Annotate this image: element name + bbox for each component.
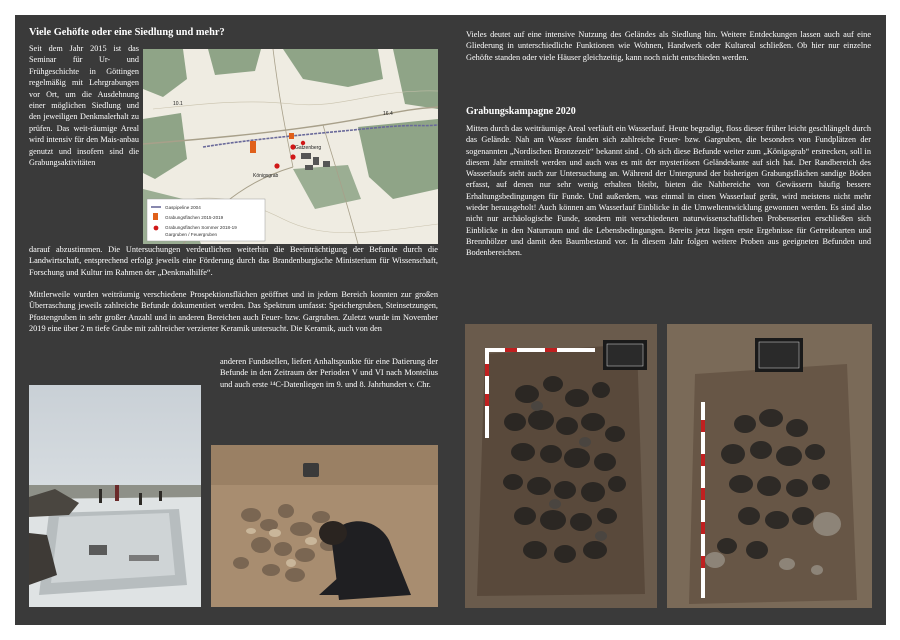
photo-winter-excavation [29, 385, 201, 607]
map-label-b: 16.4 [383, 111, 393, 117]
findings-paragraph: Mittlerweile wurden weiträumig verschiedene Prospektionsflächen geöffnet und in jedem Bereich konnten zur großen Überraschung jeweils zahlreiche Befunde dokumentiert werden. Das Spektrum umfasst: Speichergruben, Steinsetzungen, Pfostengruben in sehr großer Anzahl und in anderen Bereichen auch Feuer- bzw. Gargruben. Zuletzt wurde im November 2019 eine über 2 m tiefe Grube mit zahlreicher verzierter Keramik untersucht. Die Keramik, auch von den [29, 290, 438, 333]
intro-paragraph-narrow: Seit dem Jahr 2015 ist das Seminar für Ur- und Frühgeschichte in Göttingen regelmäßig mit Lehrgrabungen vor Ort, um die Ausdehnung einer möglichen Siedlung und den jeweiligen Denkmalerhalt zu prüfen. Das weit-räumige Areal wird intensiv für den Mais-anbau genutzt und insofern sind die Grabungsaktivitäten [29, 44, 139, 168]
photo-stone-setting [211, 445, 438, 607]
intro-paragraph-right: Vieles deutet auf eine intensive Nutzung des Geländes als Siedlung hin. Weitere Entdeckungen lassen auch auf eine Gliederung in unterschiedliche Funktionen wie Wohnen, Handwerk oder Kultareal schließen. Ob hier nur einzelne Gehöfte standen oder viele Häuser gleichzeitig, kann noch nicht entschieden werden. [466, 30, 871, 62]
page-panel [15, 15, 886, 625]
section-heading-right: Grabungskampagne 2020 [466, 106, 576, 117]
intro-paragraph-full: darauf abzustimmen. Die Untersuchungen verdeutlichen weiterhin die Beeinträchtigung der Befunde durch die Landwirtschaft, entsprechend erfolgt jeweils eine Förderung durch das Brandenburgische Ministerium für Wissenschaft, Forschung und Kultur im Rahmen der „Denkmalhilfe“. [29, 245, 438, 277]
findings-paragraph-tail: anderen Fundstellen, liefert Anhaltspunkte für eine Datierung der Befunde in den Zeitraum der Perioden V und VI nach Montelius und auch erste ¹⁴C-Datenliegen im 9. und 8. Jahrhundert v. Chr. [220, 357, 438, 389]
photo-firepit-1 [465, 324, 657, 608]
site-map [143, 49, 438, 244]
campaign-paragraph: Mitten durch das weiträumige Areal verläuft ein Wasserlauf. Heute begradigt, floss dieser früher leicht geschlängelt durch das Gelände. Nah am Wasser fanden sich zahlreiche Feuer- bzw. Gargruben, die besonders von Fundplätzen der sogenannten „Nordischen Bronzezeit“ bekannt sind . Ob sich diese Befunde weiter zum „Königsgrab“ erstrecken, soll in diesem Jahr ermittelt werden und auch was es mit der mysteriösen Geländekante auf sich hat. Der Randbereich des Wasserlaufs steht auch zur Untersuchung an. Während der Untergrund der bisherigen Grabungsflächen sandige Böden erfasst, auf denen nur sehr wenig erhalten bleibt, bieten die Nahbereiche von Gewässern häufig bessere Erhaltungsbedingungen für Funde. Und außerdem, was einmal in einen Wasserlauf gerät, wird meistens nicht mehr wieder herausgeholt! Auch können am Wasserlauf Einblicke in die Umweltentwicklung gewonnen werden. Es sind also nicht nur archäologische Funde, sondern mit verschiedenen naturwissenschaftlichen Probenserien erschließen sich Einblicke in den Naturraum und die Lebensbedingungen. Bereits jetzt liegen erste Ergebnisse für Getreidearten und Brennhölzer und damit den Baumbestand vor. In diesem Jahr folgen weitere Proben aus geeigneten Befunden und Bodenbereichen. [466, 124, 871, 258]
section-heading-left: Viele Gehöfte oder eine Siedlung und mehr? [29, 27, 225, 38]
map-label-koenigsgrab: Königsgrab [253, 173, 279, 179]
legend-firepits: Gargruben / Feuergruben [165, 232, 218, 237]
legend-pipeline: Gaspipeline 2004 [165, 205, 201, 210]
map-label-a: 10.1 [173, 101, 183, 107]
legend-summer: Grabungsflächen Sommer 2018-19 [165, 225, 237, 230]
legend-excavation: Grabungsflächen 2015-2019 [165, 215, 224, 220]
map-label-gatzenberg: Gatzenberg [295, 145, 322, 151]
photo-firepit-2 [667, 324, 872, 608]
